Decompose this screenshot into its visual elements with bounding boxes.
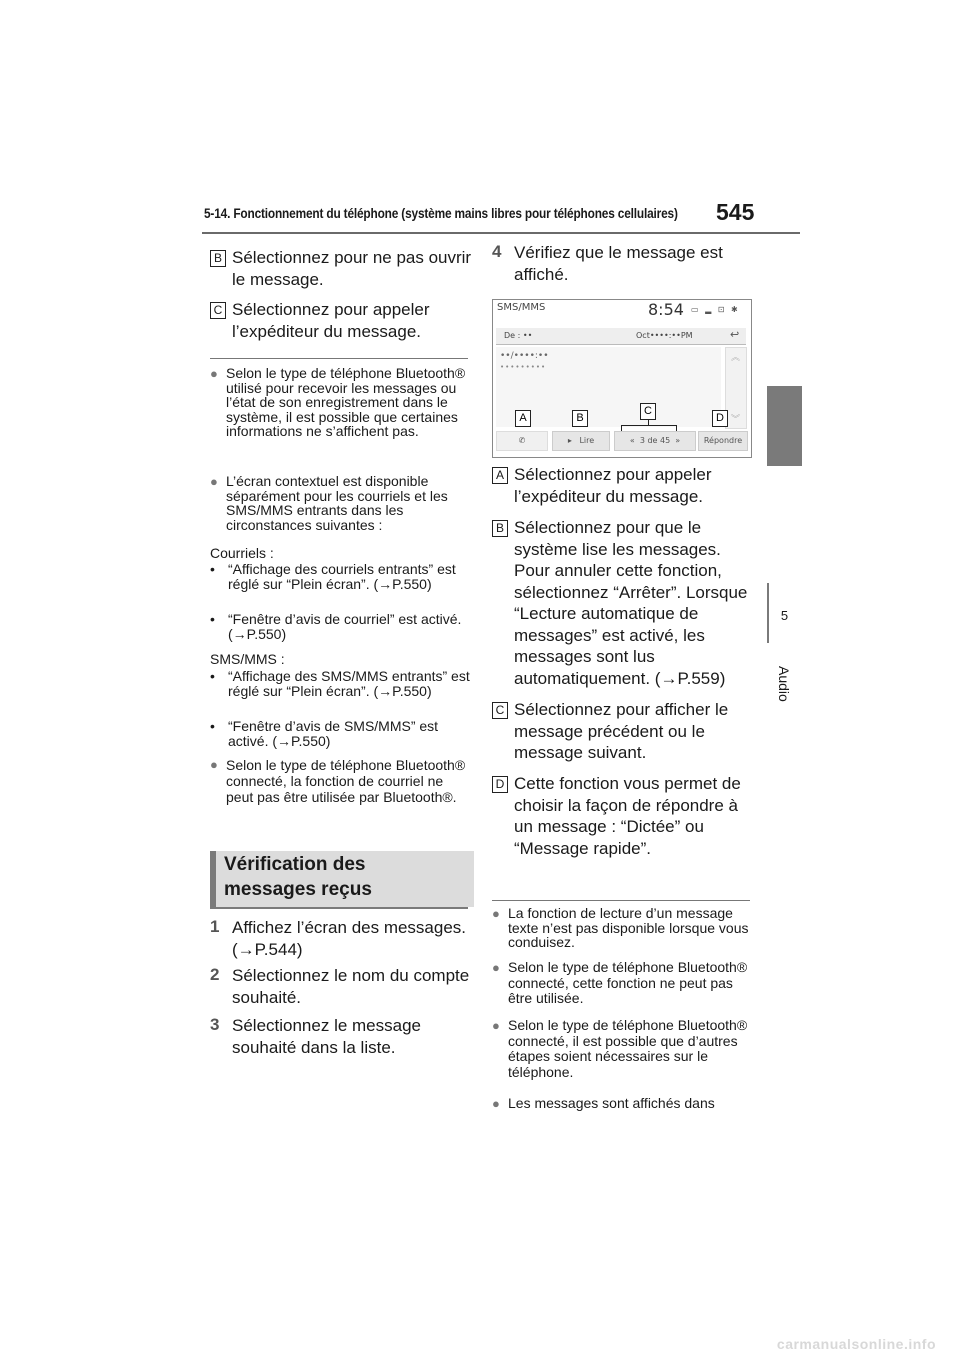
callout-a: A xyxy=(515,410,531,427)
label-b: B xyxy=(492,520,508,537)
bullet-icon: ● xyxy=(210,366,218,381)
screen-clock: 8:54 xyxy=(648,300,684,319)
bullet-icon: ● xyxy=(492,960,500,975)
scroll-bar[interactable] xyxy=(725,347,747,429)
label-c: C xyxy=(492,702,508,719)
note-text: L’écran contextuel est disponible séparément pour les courriels et les SMS/MMS entrants dans les circonstances suivantes : xyxy=(226,473,448,533)
bullet-icon: ● xyxy=(210,474,218,489)
back-icon[interactable]: ↩ xyxy=(730,328,740,341)
note-text: Selon le type de téléphone Bluetooth® utilisé pour recevoir les messages ou l’état de son enregistrement dans le système, il est possible que certaines informations ne s’affichent pas. xyxy=(226,365,466,439)
page-number: 545 xyxy=(716,199,755,225)
chapter-name: Audio xyxy=(776,666,792,702)
message-navigation[interactable]: « 3 de 45 » xyxy=(614,431,696,451)
sms-heading: SMS/MMS : xyxy=(210,651,285,667)
play-icon: ▸ xyxy=(567,436,572,445)
chapter-tab-marker xyxy=(767,386,802,466)
callout-c: C xyxy=(640,403,656,420)
date-field: Oct••••:••PM xyxy=(636,331,693,340)
notes-separator-right xyxy=(492,900,750,901)
left-item-c-text: Sélectionnez pour appeler l’expéditeur du message. xyxy=(232,300,430,341)
label-a: A xyxy=(492,467,508,484)
bullet-icon: ● xyxy=(492,1018,500,1033)
status-icons: ▭ ▂ ⊡ ✱ xyxy=(691,305,740,314)
call-button[interactable] xyxy=(496,431,548,451)
left-item-b-text: Sélectionnez pour ne pas ouvrir le message. xyxy=(232,248,472,289)
screen-title: SMS/MMS xyxy=(497,302,546,313)
label-c: C xyxy=(210,302,226,319)
scroll-down-icon[interactable]: ︾ xyxy=(731,415,741,425)
read-button[interactable]: ▸ Lire xyxy=(552,431,610,451)
scroll-up-icon[interactable]: ︽ xyxy=(731,353,741,363)
watermark: carmanualsonline.info xyxy=(776,1336,936,1352)
bullet-icon: ● xyxy=(492,1096,500,1111)
running-header: 5-14. Fonctionnement du téléphone (système mains libres pour téléphones cellulaires) xyxy=(204,206,678,221)
next-icon[interactable]: » xyxy=(675,436,681,445)
sms-screen-illustration xyxy=(492,299,752,458)
callout-b: B xyxy=(572,410,588,427)
label-b: B xyxy=(210,250,226,267)
preview-line: ••••••••• xyxy=(500,363,547,371)
section-title: Vérification des messages reçus xyxy=(224,854,372,900)
previous-icon[interactable]: « xyxy=(629,436,635,445)
notes-separator xyxy=(210,358,468,359)
label-d: D xyxy=(492,776,508,793)
bullet-icon: ● xyxy=(492,906,500,921)
action-bar xyxy=(496,431,748,451)
from-field: De : •• xyxy=(504,331,533,340)
header-rule xyxy=(202,232,800,234)
chapter-number: 5 xyxy=(780,608,789,623)
reply-button[interactable]: Répondre xyxy=(698,431,748,451)
note-text: Selon le type de téléphone Bluetooth® connecté, la fonction de courriel ne peut pas être utilisée par Bluetooth®. xyxy=(226,757,466,805)
message-header-row xyxy=(496,328,746,345)
sender-line: ••/••••:•• xyxy=(500,351,549,361)
bullet-icon: ● xyxy=(210,757,218,772)
callout-d: D xyxy=(712,410,728,427)
courriels-heading: Courriels : xyxy=(210,545,274,561)
phone-icon: ✆ xyxy=(518,436,526,445)
section-rule xyxy=(210,907,468,909)
